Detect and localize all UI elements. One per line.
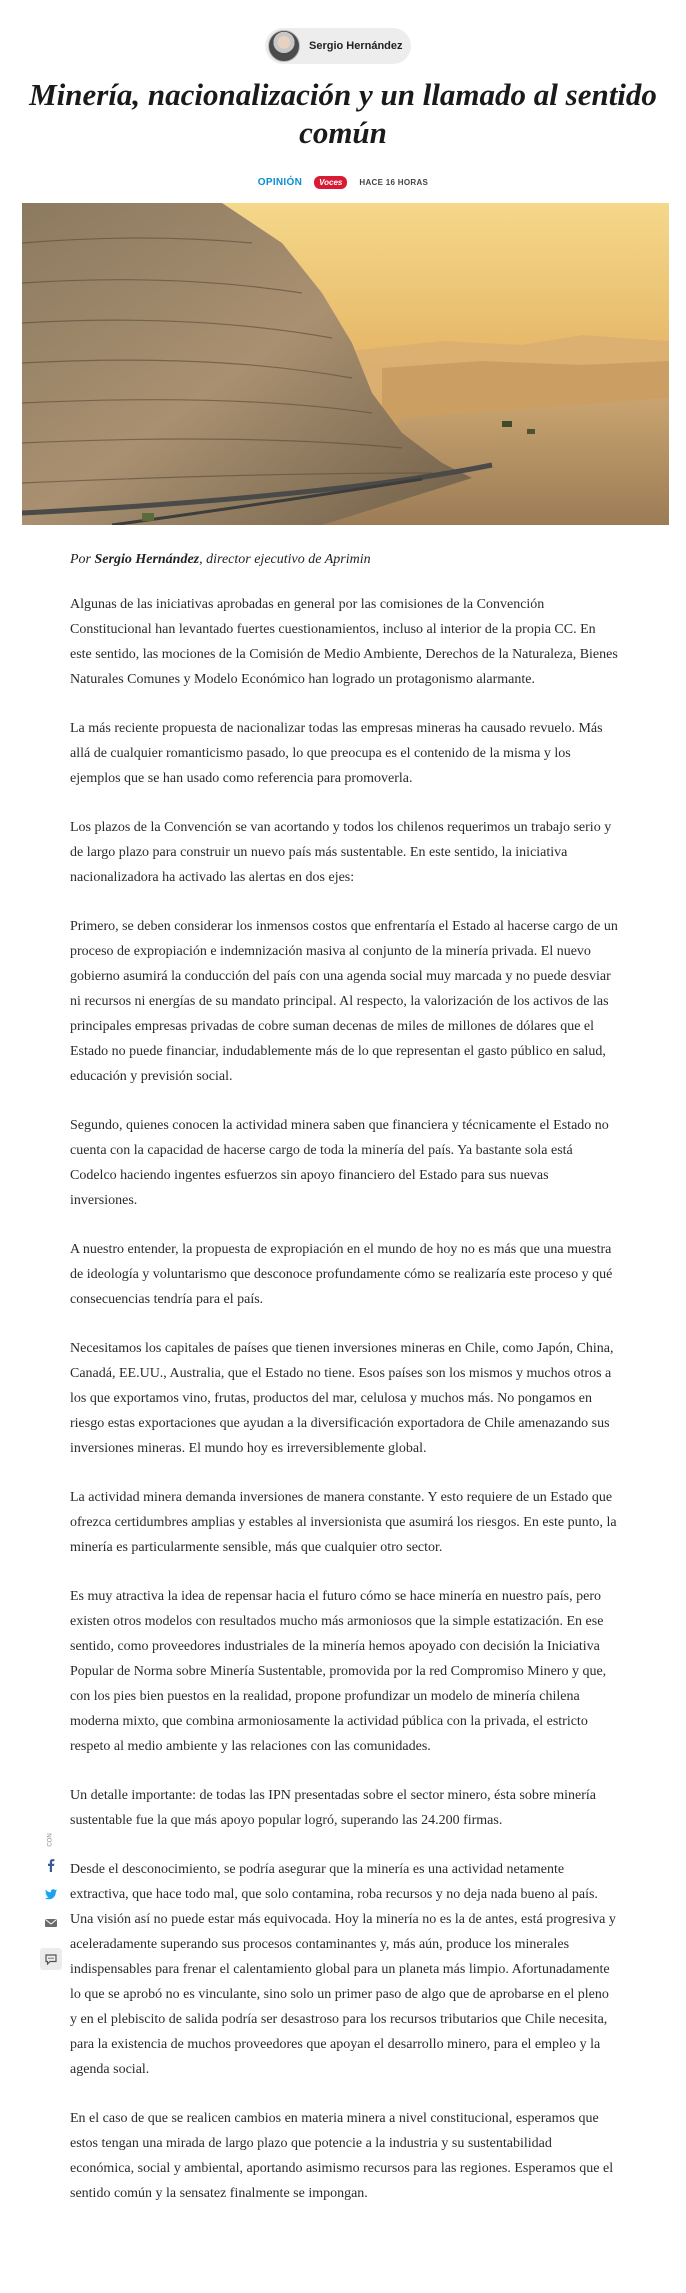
paragraph: Un detalle importante: de todas las IPN presentadas sobre el sector minero, ésta sobre minería sustentable fue la que más apoyo popular logró, superando las 24.200 firmas. [70, 1788, 596, 1828]
email-icon [44, 1916, 58, 1930]
twitter-icon [44, 1887, 58, 1901]
avatar [268, 30, 300, 62]
author-name: Sergio Hernández [309, 40, 403, 52]
paragraph: Los plazos de la Convención se van acortando y todos los chilenos requerimos un trabajo serio y de largo plazo para construir un nuevo país más sustentable. En este sentido, la iniciativa nacionalizadora ha activado las alertas en dos ejes: [70, 820, 612, 885]
paragraph: Desde el desconocimiento, se podría asegurar que la minería es una actividad netamente extractiva, que hace todo mal, que solo contamina, roba recursos y no deja nada bueno al país. Una visión así no puede estar más equivocada. Hoy la minería no es la de antes, está progresiva y aceleradamente superando sus procesos contaminantes y, más aún, produce los minerales indispensables para frenar el calentamiento global para un planeta más limpio. Afortunadamente lo que se aprobó no es vinculante, sino solo un primer paso de algo que de aprobarse en el pleno y en el plebiscito de salida podría ser desastroso para los recursos tributarios que Chile necesita, para la existencia de muchos proveedores que apoyan el desarrollo minero, para el empleo y la agenda social. [70, 1862, 616, 2077]
facebook-icon [44, 1858, 58, 1872]
paragraph: La más reciente propuesta de nacionalizar todas las empresas mineras ha causado revuelo. Más allá de cualquier romanticismo pasado, lo que preocupa es el contenido de la misma y los ejemplos que se han usado como referencia para promoverla. [70, 721, 603, 786]
share-label: CON [48, 1833, 54, 1847]
paragraph: Algunas de las iniciativas aprobadas en general por las comisiones de la Convención Constitucional han levantado fuertes cuestionamientos, incluso al interior de la propia CC. En este sentido, las mociones de la Comisión de Medio Ambiente, Derechos de la Naturaleza, Bienes Naturales Comunes y Modelo Económico han logrado un protagonismo alarmante. [70, 597, 618, 687]
paragraph: Es muy atractiva la idea de repensar hacia el futuro cómo se hace minería en nuestro país, pero existen otros modelos con resultados mucho más armoniosos que la simple estatización. En ese sentido, como proveedores industriales de la minería hemos apoyado con decisión la Iniciativa Popular de Norma sobre Minería Sustentable, promovida por la red Compromiso Minero y que, con los pies bien puestos en la realidad, propone profundizar un modelo de minería chilena moderna mixto, que combina armoniosamente la actividad pública con la privada, el estricto respeto al medio ambiente y las relaciones con las comunidades. [70, 1589, 607, 1754]
byline-author: Sergio Hernández [94, 552, 200, 567]
author-pill[interactable] [265, 28, 411, 64]
twitter-share-button[interactable] [41, 1884, 61, 1904]
paragraph: La actividad minera demanda inversiones de manera constante. Y esto requiere de un Estado que ofrezca certidumbres amplias y estables al inversionista que asumirá los riesgos. En este punto, la minería es particularmente sensible, más que cualquier otro sector. [70, 1490, 617, 1555]
byline: Por Sergio Hernández, director ejecutivo de Aprimin [70, 552, 371, 567]
hero-image [22, 203, 669, 525]
article-meta [0, 176, 686, 189]
email-share-button[interactable] [41, 1913, 61, 1933]
comment-icon [44, 1952, 58, 1966]
timestamp: HACE 16 HORAS [359, 178, 429, 187]
paragraph: Necesitamos los capitales de países que tienen inversiones mineras en Chile, como Japón, China, Canadá, EE.UU., Australia, que el Estado no tiene. Esos países son los mismos y muchos otros a los que exportamos vino, frutas, productos del mar, celulosa y muchos más. No pongamos en riesgo estas exportaciones que ayudan a la diversificación exportadora de Chile amenazando sus inversiones mineras. El mundo hoy es irreversiblemente global. [70, 1341, 614, 1456]
facebook-share-button[interactable] [41, 1855, 61, 1875]
share-bar [40, 1833, 62, 1979]
paragraph: Segundo, quienes conocen la actividad minera saben que financiera y técnicamente el Estado no cuenta con la capacidad de hacerse cargo de toda la minería del país. Ya bastante sola está Codelco haciendo ingentes esfuerzos sin apoyo financiero del Estado para sus nuevas inversiones. [70, 1118, 609, 1208]
comment-button[interactable] [40, 1948, 62, 1970]
paragraph: Primero, se deben considerar los inmensos costos que enfrentaría el Estado al hacerse cargo de un proceso de expropiación e indemnización masiva al conjunto de la minería privada. El nuevo gobierno asumirá la conducción del país con una agenda social muy marcada y no puede desviar ni recursos ni energías de su mandato principal. Al respecto, la valorización de los activos de las principales empresas privadas de cobre suman decenas de miles de millones de dólares que el Estado no puede financiar, indudablemente más de lo que representan el gasto público en salud, educación y previsión social. [70, 919, 618, 1084]
article-body [70, 592, 618, 2230]
page-title: Minería, nacionalización y un llamado al sentido común [29, 77, 657, 150]
paragraph: En el caso de que se realicen cambios en materia minera a nivel constitucional, esperamos que estos tengan una mirada de largo plazo que potencie a la industria y su sustentabilidad económica, social y ambiental, aportando asimismo recursos para las regiones. Esperamos que el sentido común y la sensatez finalmente se impongan. [70, 2111, 614, 2201]
paragraph: A nuestro entender, la propuesta de expropiación en el mundo de hoy no es más que una muestra de ideología y voluntarismo que desconoce profundamente cómo se realizaría este proceso y qué consecuencias tendría para el país. [70, 1242, 613, 1307]
section-link[interactable]: OPINIÓN [257, 177, 303, 188]
voces-badge: Voces [314, 176, 347, 189]
